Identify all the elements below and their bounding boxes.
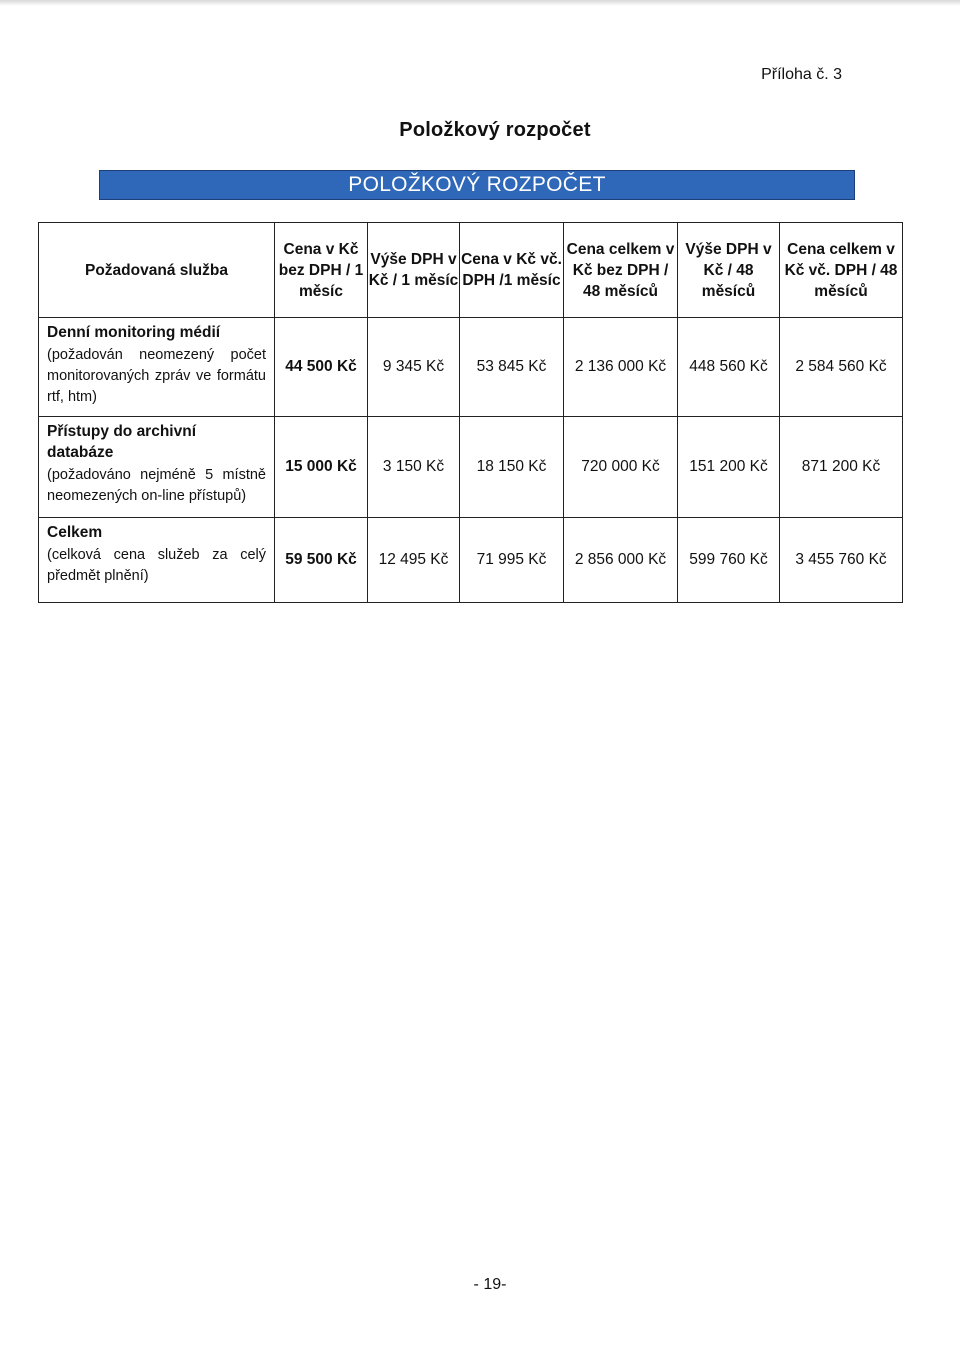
- vat-month: 12 495 Kč: [368, 518, 460, 603]
- page-title: Položkový rozpočet: [399, 119, 591, 141]
- price-excl-vat-month: 44 500 Kč: [275, 318, 368, 417]
- total-incl-vat-48: 3 455 760 Kč: [780, 518, 903, 603]
- column-header-total-incl-vat-48: Cena celkem v Kč vč. DPH / 48 měsíců: [780, 223, 903, 318]
- total-incl-vat-48: 871 200 Kč: [780, 417, 903, 518]
- table-header-row: [39, 223, 903, 318]
- table-row: [39, 417, 903, 518]
- annex-label: Příloha č. 3: [761, 66, 842, 83]
- total-excl-vat-48: 2 856 000 Kč: [564, 518, 678, 603]
- table-row-total: [39, 518, 903, 603]
- price-incl-vat-month: 71 995 Kč: [460, 518, 564, 603]
- column-header-vat-48: Výše DPH v Kč / 48 měsíců: [678, 223, 780, 318]
- budget-table: [38, 222, 903, 603]
- service-cell: [39, 417, 275, 518]
- column-header-price-excl-vat-month: Cena v Kč bez DPH / 1 měsíc: [275, 223, 368, 318]
- price-incl-vat-month: 53 845 Kč: [460, 318, 564, 417]
- vat-month: 9 345 Kč: [368, 318, 460, 417]
- service-cell: [39, 518, 275, 603]
- vat-48: 448 560 Kč: [678, 318, 780, 417]
- section-banner: POLOŽKOVÝ ROZPOČET: [99, 170, 855, 200]
- service-note: (požadováno nejméně 5 místně neomezených on-line přístupů): [47, 467, 266, 504]
- vat-month: 3 150 Kč: [368, 417, 460, 518]
- column-header-price-incl-vat-month: Cena v Kč vč. DPH /1 měsíc: [460, 223, 564, 318]
- page-number: - 19-: [473, 1276, 507, 1293]
- table-row: [39, 318, 903, 417]
- service-note: (celková cena služeb za celý předmět plnění): [47, 547, 266, 584]
- column-header-service: Požadovaná služba: [39, 223, 275, 318]
- vat-48: 599 760 Kč: [678, 518, 780, 603]
- service-name: Celkem: [47, 524, 103, 541]
- total-excl-vat-48: 2 136 000 Kč: [564, 318, 678, 417]
- vat-48: 151 200 Kč: [678, 417, 780, 518]
- total-incl-vat-48: 2 584 560 Kč: [780, 318, 903, 417]
- price-excl-vat-month: 59 500 Kč: [275, 518, 368, 603]
- service-name: Denní monitoring médií: [47, 324, 221, 341]
- service-name: Přístupy do archivní databáze: [47, 423, 197, 461]
- price-incl-vat-month: 18 150 Kč: [460, 417, 564, 518]
- price-excl-vat-month: 15 000 Kč: [275, 417, 368, 518]
- service-note: (požadován neomezený počet monitorovaných zpráv ve formátu rtf, htm): [47, 347, 266, 405]
- column-header-vat-month: Výše DPH v Kč / 1 měsíc: [368, 223, 460, 318]
- service-cell: [39, 318, 275, 417]
- column-header-total-excl-vat-48: Cena celkem v Kč bez DPH / 48 měsíců: [564, 223, 678, 318]
- scan-edge: [0, 0, 960, 6]
- total-excl-vat-48: 720 000 Kč: [564, 417, 678, 518]
